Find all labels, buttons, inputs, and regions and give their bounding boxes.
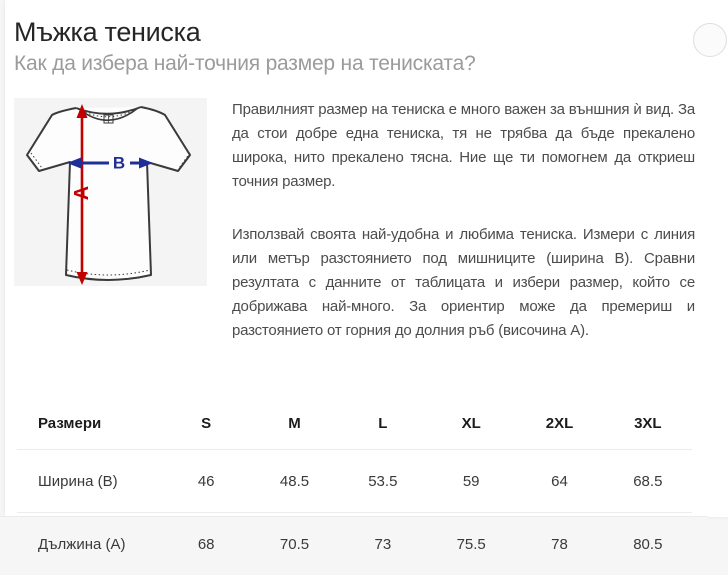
table-cell: 46 [197,472,215,490]
tshirt-measurement-diagram [14,98,207,286]
table-cell: 68 [197,535,215,553]
page-title: Мъжка тениска [14,17,201,47]
table-cell: 48.5 [279,472,310,490]
intro-text [232,98,695,343]
table-cell: 53.5 [368,472,398,490]
table-cell: 64 [551,472,568,490]
footer-strip [0,516,708,529]
tshirt-diagram-svg [14,98,207,286]
intro-paragraph-1: Правилният размер на тениска е много важен за външния ѝ вид. За да стои добре една тениска, тя не трябва да бъде прекалено широка, нито прекалено тясна. Ние ще ти помогнем да откриеш точния размер. [232,101,695,190]
size-table-header-l: L [378,414,388,432]
cutoff-circle-decoration [693,23,727,57]
page-subtitle: Как да избера най-точния размер на тениската? [14,52,476,75]
intro-section [14,98,695,343]
size-table-row-width [17,450,692,513]
size-table-header-m: M [288,414,301,432]
width-arrow-label: B [112,153,126,173]
table-cell: 68.5 [633,472,663,490]
size-table-header-2xl: 2XL [545,414,574,432]
table-cell: 59 [462,472,480,490]
intro-paragraph-2: Използвай своята най-удобна и любима тениска. Измери с линия или метър разстоянието под мишниците (ширина B). Сравни резултата с данните от таблицата и избери размер, който се добрижава най-много. За ориентир може да премериш и разстоянието от горния до долния ръб (височина A). [232,226,695,339]
height-arrow-label: A [71,185,93,201]
size-table [17,397,692,575]
row-label: Ширина (B) [38,472,118,490]
content-card [5,0,728,553]
size-table-header-row [17,397,692,450]
table-cell: 70.5 [279,535,310,553]
table-cell: 80.5 [633,535,663,553]
table-cell: 75.5 [456,535,486,553]
table-cell: 73 [374,535,392,553]
size-table-header-3xl: 3XL [634,414,662,432]
header [14,0,728,77]
table-cell: 78 [551,535,568,553]
size-table-header-label: Размери [38,414,102,432]
size-table-header-s: S [201,414,212,432]
row-label: Дължина (A) [38,535,126,553]
size-table-header-xl: XL [461,414,481,432]
